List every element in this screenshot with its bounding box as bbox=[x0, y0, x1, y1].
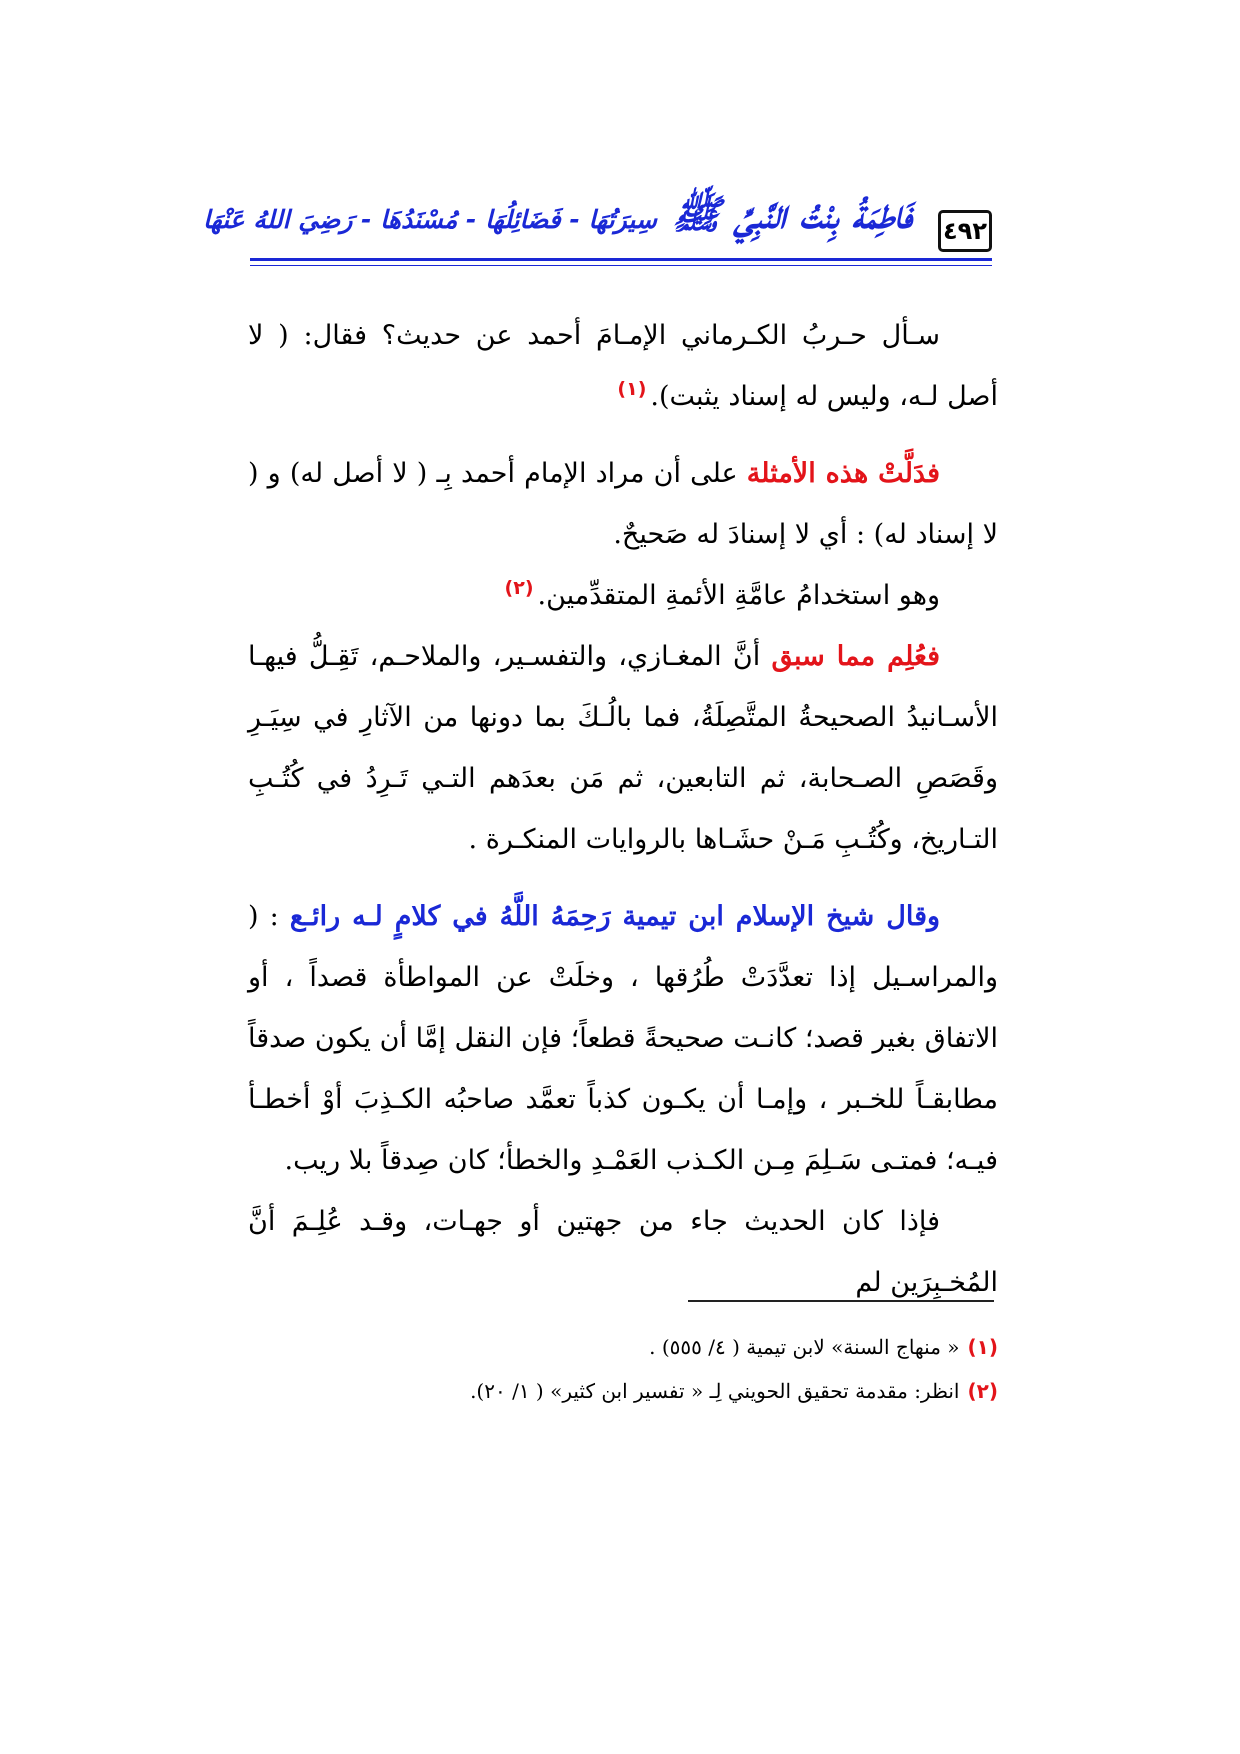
paragraph-2-highlight: فدَلَّتْ هذه الأمثلة bbox=[746, 458, 940, 489]
main-text bbox=[248, 305, 998, 1313]
footnotes bbox=[248, 1325, 998, 1413]
paragraph-4-highlight: فعُلِم مما سبق bbox=[771, 641, 940, 672]
footnote-ref-1[interactable]: (١) bbox=[617, 378, 647, 400]
footnote-2 bbox=[248, 1369, 998, 1413]
footnote-text: انظر: مقدمة تحقيق الحويني لِـ « تفسير ابن كثير» ( ١/ ٢٠). bbox=[470, 1379, 960, 1403]
paragraph-4-text: أنَّ المغـازي، والتفسـير، والملاحـم، تَقِـلُّ فيهـا الأسـانيدُ الصحيحةُ المتَّصِلَةُ، فما بالُـكَ بما دونها من الآثارِ في سِيَـرِ وقَصَصِ الصـحابة، ثم التابعين، ثم مَن بعدَهم التـي تَـرِدُ في كُتُـبِ التـاريخ، وكُتُـبِ مَـنْ حشَـاها بالروايات المنكـرة . bbox=[248, 641, 998, 855]
page-number: ٤٩٢ bbox=[938, 210, 992, 252]
footnote-ref-2[interactable]: (٢) bbox=[504, 577, 534, 599]
footnote-text: « منهاج السنة» لابن تيمية ( ٤/ ٥٥٥) . bbox=[649, 1335, 960, 1359]
paragraph-4 bbox=[248, 626, 998, 870]
footnote-number: (٢) bbox=[967, 1379, 998, 1403]
paragraph-6-text: فإذا كان الحديث جاء من جهتين أو جهـات، وقـد عُلِـمَ أنَّ المُخـبِرَين لم bbox=[248, 1206, 998, 1298]
book-title bbox=[203, 190, 912, 256]
paragraph-2 bbox=[248, 443, 998, 565]
paragraph-3-text: وهو استخدامُ عامَّةِ الأئمةِ المتقدِّمين. bbox=[537, 580, 940, 611]
book-title-main: فَاطِمَةُ بِنْتُ النَّبِيِّ ﷺ bbox=[672, 192, 912, 238]
header-rule-thin bbox=[250, 265, 992, 266]
book-title-subtitle: سِيرَتُهَا - فَضَائِلُهَا - مُسْنَدُهَا - رَضِيَ اللهُ عَنْهَا bbox=[203, 205, 657, 234]
paragraph-2-text: على أن مراد الإمام أحمد بِـ ( لا أصل له) و ( لا إسناد له) : أي لا إسنادَ له صَحيحٌ. bbox=[248, 458, 998, 550]
paragraph-6 bbox=[248, 1191, 998, 1313]
paragraph-5-highlight: وقال شيخ الإسلام ابن تيمية رَحِمَهُ اللَّهُ في كلامٍ لـه رائـع bbox=[289, 901, 941, 932]
page-header bbox=[203, 190, 992, 280]
paragraph-1 bbox=[248, 305, 998, 427]
footnote-number: (١) bbox=[967, 1335, 998, 1359]
paragraph-5-text: : ( والمراسـيل إذا تعدَّدَتْ طُرُقها ، وخلَتْ عن المواطأة قصداً ، أو الاتفاق بغير قصد؛ كانـت صحيحةً قطعاً؛ فإن النقل إمَّا أن يكون صدقاً مطابقـاً للخـبر ، وإمـا أن يكـون كذباً تعمَّد صاحبُه الكـذِبَ أوْ أخطـأ فيـه؛ فمتـى سَـلِمَ مِـن الكـذب العَمْـدِ والخطأ؛ كان صِدقاً بلا ريب. bbox=[248, 901, 998, 1176]
paragraph-5 bbox=[248, 886, 998, 1191]
paragraph-3 bbox=[248, 565, 998, 626]
footnote-separator bbox=[688, 1300, 994, 1302]
footnote-1 bbox=[248, 1325, 998, 1369]
header-rule-thick bbox=[250, 258, 992, 261]
paragraph-1-text: سـأل حـربُ الكـرماني الإمـامَ أحمد عن حديث؟ فقال: ( لا أصل لـه، وليس له إسناد يثبت). bbox=[248, 320, 998, 412]
